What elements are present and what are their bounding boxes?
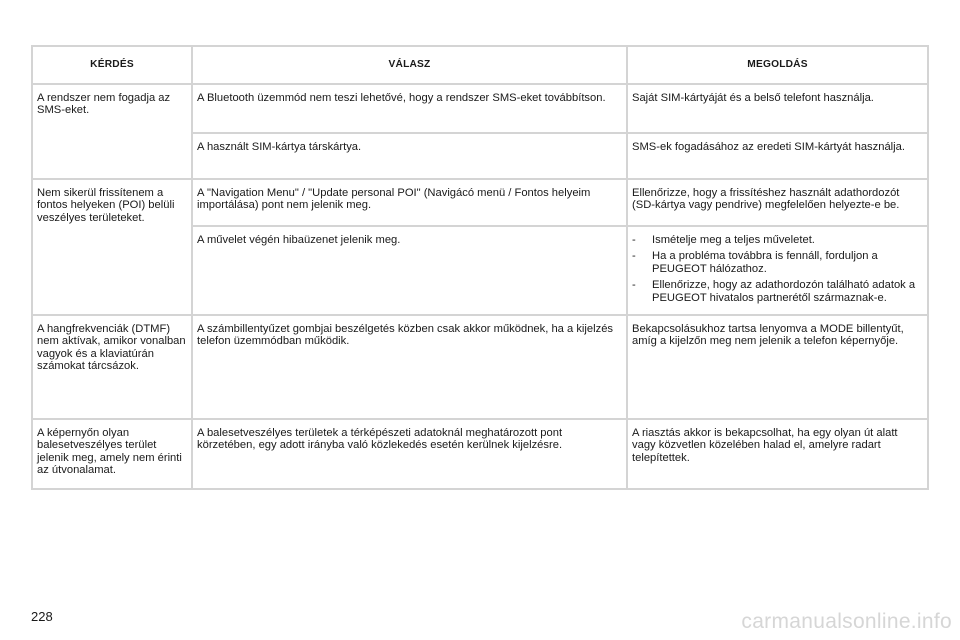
- list-item-text: Ismételje meg a teljes műveletet.: [652, 234, 815, 246]
- solution-cell: A riasztás akkor is bekapcsolhat, ha egy olyan út alatt vagy közvetlen közelében halad el, amelyre radart telepítettek.: [628, 420, 929, 490]
- solution-list: [632, 234, 923, 304]
- question-cell: A hangfrekvenciák (DTMF) nem aktívak, amikor vonalban vagyok és a klaviatúrán számokat tárcsázok.: [31, 316, 193, 420]
- table-row: [31, 180, 929, 227]
- list-item: - Ha a probléma továbbra is fennáll, forduljon a PEUGEOT hálózathoz.: [632, 250, 878, 275]
- question-cell: A képernyőn olyan balesetveszélyes terület jelenik meg, amely nem érinti az útvonalamat.: [31, 420, 193, 490]
- question-cell: A rendszer nem fogadja az SMS-eket.: [31, 85, 193, 180]
- table-row: [31, 316, 929, 420]
- header-solution: MEGOLDÁS: [628, 45, 929, 85]
- answer-cell: A művelet végén hibaüzenet jelenik meg.: [193, 227, 628, 316]
- troubleshooting-table: [31, 45, 929, 490]
- list-item: - Ismételje meg a teljes műveletet.: [632, 234, 815, 246]
- answer-cell: A balesetveszélyes területek a térképészeti adatoknál meghatározott pont körzetében, egy adott irányba való közlekedés esetén kerülnek kijelzésre.: [193, 420, 628, 490]
- list-item-text: Ellenőrizze, hogy az adathordozón található adatok a PEUGEOT hivatalos partnerétől származnak-e.: [652, 279, 916, 304]
- answer-cell: A Bluetooth üzemmód nem teszi lehetővé, hogy a rendszer SMS-eket továbbítson.: [193, 85, 628, 134]
- page-number: 228: [31, 609, 53, 624]
- solution-cell: Saját SIM-kártyáját és a belső telefont használja.: [628, 85, 929, 134]
- header-question: KÉRDÉS: [31, 45, 193, 85]
- solution-cell: SMS-ek fogadásához az eredeti SIM-kártyát használja.: [628, 134, 929, 180]
- question-cell: Nem sikerül frissítenem a fontos helyeken (POI) belüli veszélyes területeket.: [31, 180, 193, 316]
- answer-cell: A "Navigation Menu" / "Update personal POI" (Navigácó menü / Fontos helyeim importálása) pont nem jelenik meg.: [193, 180, 628, 227]
- list-item-text: Ha a probléma továbbra is fennáll, forduljon a PEUGEOT hálózathoz.: [652, 250, 878, 275]
- table-row: [31, 85, 929, 134]
- solution-cell: Bekapcsolásukhoz tartsa lenyomva a MODE billentyűt, amíg a kijelzőn meg nem jelenik a telefon képernyője.: [628, 316, 929, 420]
- watermark: carmanualsonline.info: [741, 610, 952, 633]
- solution-cell: Ellenőrizze, hogy a frissítéshez használt adathordozót (SD-kártya vagy pendrive) megfelelően helyezte-e be.: [628, 180, 929, 227]
- table-row: [31, 420, 929, 490]
- header-answer: VÁLASZ: [193, 45, 628, 85]
- solution-cell: [628, 227, 929, 316]
- answer-cell: A használt SIM-kártya társkártya.: [193, 134, 628, 180]
- answer-cell: A számbillentyűzet gombjai beszélgetés közben csak akkor működnek, ha a kijelzés telefon üzemmódban működik.: [193, 316, 628, 420]
- table-header-row: [31, 45, 929, 85]
- list-item: - Ellenőrizze, hogy az adathordozón található adatok a PEUGEOT hivatalos partnerétől származnak-e.: [632, 279, 916, 304]
